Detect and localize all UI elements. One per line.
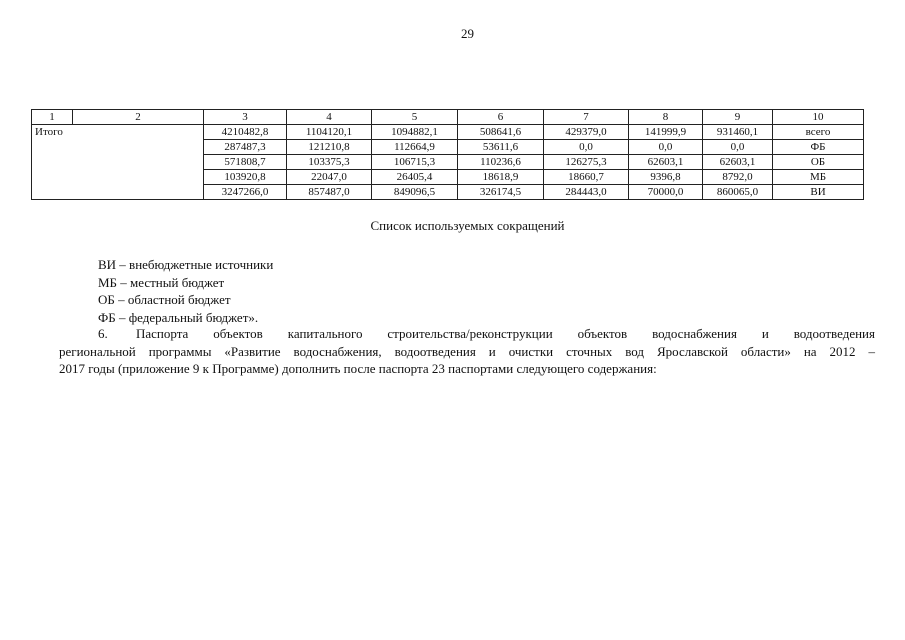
table-cell: 62603,1: [703, 155, 773, 170]
header-cell: 4: [287, 110, 372, 125]
table-cell: 18618,9: [458, 170, 544, 185]
table-cell: 106715,3: [372, 155, 458, 170]
table-cell: 931460,1: [703, 125, 773, 140]
table-cell: 18660,7: [544, 170, 629, 185]
abbreviation-item: МБ – местный бюджет: [98, 274, 225, 290]
table-cell: 4210482,8: [204, 125, 287, 140]
header-cell: 7: [544, 110, 629, 125]
table-cell: 508641,6: [458, 125, 544, 140]
header-cell: 6: [458, 110, 544, 125]
paragraph-text: Паспорта объектов капитального строительства/реконструкции объектов водоснабжения и водоотведения: [136, 326, 875, 341]
table-header-row: [32, 110, 864, 125]
header-cell: 9: [703, 110, 773, 125]
header-cell: 10: [773, 110, 864, 125]
page-number: 29: [461, 26, 474, 41]
source-cell: ОБ: [773, 155, 864, 170]
source-cell: ФБ: [773, 140, 864, 155]
table-cell: 141999,9: [629, 125, 703, 140]
abbreviations-list: [98, 256, 273, 326]
table-cell: 22047,0: [287, 170, 372, 185]
table-cell: 571808,7: [204, 155, 287, 170]
table-cell: 62603,1: [629, 155, 703, 170]
header-cell: 1: [32, 110, 73, 125]
source-cell: ВИ: [773, 185, 864, 200]
table-cell: 126275,3: [544, 155, 629, 170]
abbreviation-item: ФБ – федеральный бюджет».: [98, 309, 259, 325]
header-cell: 5: [372, 110, 458, 125]
table-cell: 1104120,1: [287, 125, 372, 140]
table-cell: 857487,0: [287, 185, 372, 200]
total-label-cell: Итого: [32, 125, 204, 200]
table-cell: 103920,8: [204, 170, 287, 185]
paragraph-line: [59, 325, 875, 343]
header-cell: 3: [204, 110, 287, 125]
table-cell: 103375,3: [287, 155, 372, 170]
table-cell: 326174,5: [458, 185, 544, 200]
table-cell: 860065,0: [703, 185, 773, 200]
table-cell: 0,0: [544, 140, 629, 155]
table-cell: 70000,0: [629, 185, 703, 200]
header-cell: 2: [73, 110, 204, 125]
table-cell: 429379,0: [544, 125, 629, 140]
table-cell: 53611,6: [458, 140, 544, 155]
abbreviations-title: Список используемых сокращений: [370, 218, 565, 233]
paragraph-line: региональной программы «Развитие водоснабжения, водоотведения и очистки сточных вод Ярославской области» на 2012 –: [59, 343, 875, 359]
table-cell: 26405,4: [372, 170, 458, 185]
table-cell: 0,0: [703, 140, 773, 155]
header-cell: 8: [629, 110, 703, 125]
table-cell: 0,0: [629, 140, 703, 155]
source-cell: МБ: [773, 170, 864, 185]
paragraph-line: 2017 годы (приложение 9 к Программе) дополнить после паспорта 23 паспортами следующего содержания:: [59, 361, 657, 376]
table-cell: 8792,0: [703, 170, 773, 185]
paragraph-item-6: [59, 325, 875, 378]
paragraph-number: 6.: [98, 326, 108, 341]
table-cell: 121210,8: [287, 140, 372, 155]
abbreviation-item: ОБ – областной бюджет: [98, 292, 231, 307]
source-cell: всего: [773, 125, 864, 140]
table-cell: 9396,8: [629, 170, 703, 185]
table-cell: 849096,5: [372, 185, 458, 200]
table-cell: 287487,3: [204, 140, 287, 155]
table-cell: 1094882,1: [372, 125, 458, 140]
summary-table: [31, 109, 864, 200]
table-cell: 110236,6: [458, 155, 544, 170]
table-cell: 284443,0: [544, 185, 629, 200]
table-cell: 3247266,0: [204, 185, 287, 200]
table-row: [32, 125, 864, 140]
table-cell: 112664,9: [372, 140, 458, 155]
abbreviation-item: ВИ – внебюджетные источники: [98, 257, 274, 272]
